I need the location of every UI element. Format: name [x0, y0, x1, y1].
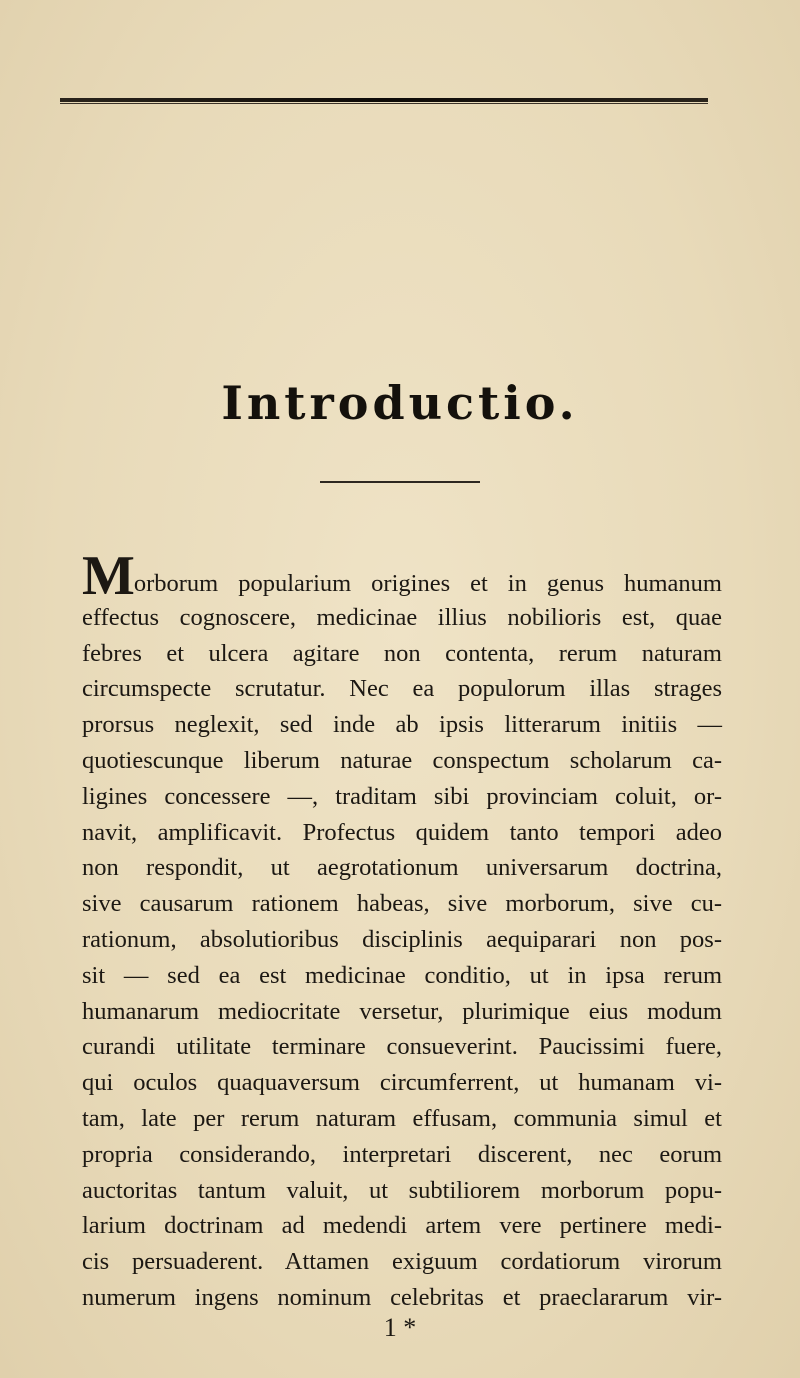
- text-line: ligines concessere —, traditam sibi provinciam coluit, or-: [82, 782, 722, 810]
- text-line: larium doctrinam ad medendi artem vere pertinere medi-: [82, 1212, 722, 1240]
- text-line: febres et ulcera agitare non contenta, rerum naturam: [82, 639, 722, 667]
- text-line: sit — sed ea est medicinae conditio, ut in ipsa rerum: [82, 961, 722, 989]
- header-rule: [60, 98, 708, 102]
- drop-cap: M: [82, 545, 135, 607]
- text-line: curandi utilitate terminare consueverint. Paucissimi fuere,: [82, 1033, 722, 1061]
- text-line: auctoritas tantum valuit, ut subtiliorem morborum popu-: [82, 1176, 722, 1204]
- text-line: humanarum mediocritate versetur, plurimique eius modum: [82, 997, 722, 1025]
- text-line: rationum, absolutioribus disciplinis aequiparari non pos-: [82, 925, 722, 953]
- text-line: numerum ingens nominum celebritas et praeclararum vir-: [82, 1283, 722, 1311]
- text-line: quotiescunque liberum naturae conspectum scholarum ca-: [82, 746, 722, 774]
- chapter-title: Introductio.: [221, 376, 579, 430]
- header-rule-thin: [60, 103, 708, 104]
- text-line: qui oculos quaquaversum circumferrent, ut humanam vi-: [82, 1069, 722, 1097]
- text-line: tam, late per rerum naturam effusam, communia simul et: [82, 1104, 722, 1132]
- text-line: effectus cognoscere, medicinae illius nobilioris est, quae: [82, 603, 722, 631]
- title-rule: [320, 481, 480, 483]
- text-line: prorsus neglexit, sed inde ab ipsis litterarum initiis —: [82, 711, 722, 739]
- signature-mark: 1 *: [383, 1313, 417, 1342]
- text-line: cis persuaderent. Attamen exiguum cordatiorum virorum: [82, 1248, 722, 1276]
- text-line: sive causarum rationem habeas, sive morborum, sive cu-: [82, 890, 722, 918]
- text-line: non respondit, ut aegrotationum universarum doctrina,: [82, 854, 722, 882]
- text-line: navit, amplificavit. Profectus quidem tanto tempori adeo: [82, 818, 722, 846]
- text-line: propria considerando, interpretari discerent, nec eorum: [82, 1140, 722, 1168]
- first-line-rest: orborum popularium origines et in genus humanum: [133, 570, 722, 597]
- text-line-1: [82, 545, 722, 607]
- text-line: circumspecte scrutatur. Nec ea populorum illas strages: [82, 675, 722, 703]
- body-text: [82, 545, 722, 1316]
